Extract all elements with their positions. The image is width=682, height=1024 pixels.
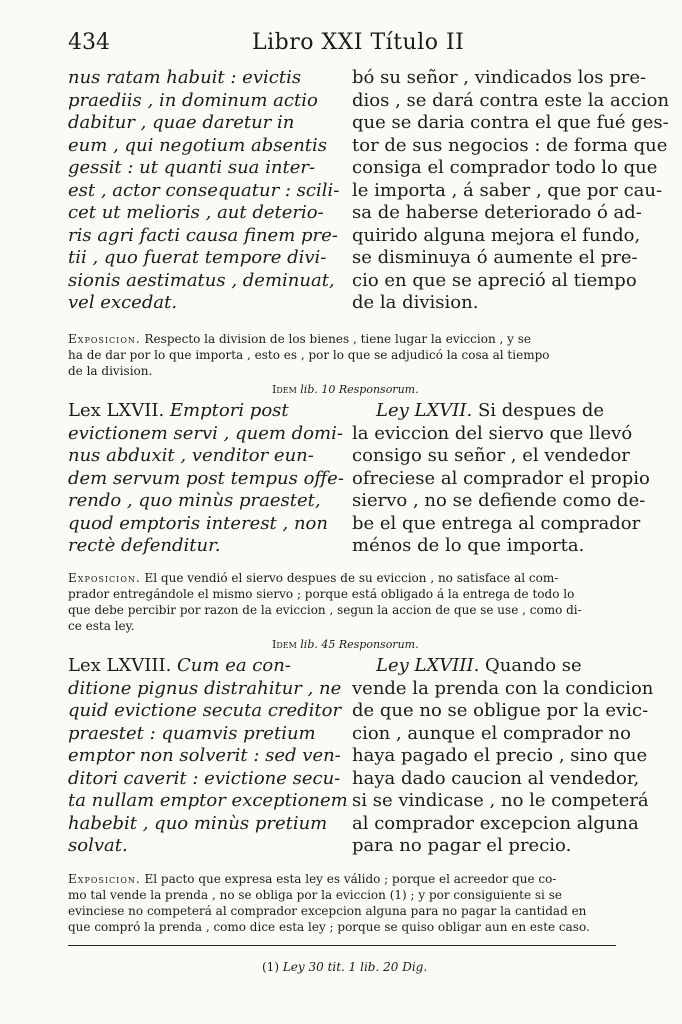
- text-line: cet ut melioris , aut deterio-: [68, 202, 324, 223]
- source-author: Idem: [272, 383, 297, 396]
- text-line: evictionem servi , quem domi-: [68, 422, 343, 444]
- text-line: emptor non solverit : sed ven-: [68, 745, 341, 766]
- source-citation-1: [272, 383, 419, 396]
- footnote-divider: [68, 945, 616, 946]
- spanish-text-ley-68: [352, 655, 653, 858]
- exposition-3: [68, 871, 590, 935]
- footnote: [262, 960, 427, 974]
- text-line: est , actor consequatur : scili-: [68, 179, 340, 201]
- text-line: quirido alguna mejora el fundo,: [352, 224, 641, 246]
- text-line: habebit , quo minùs pretium: [68, 812, 328, 834]
- text-line: sa de haberse deteriorado ó ad-: [352, 202, 642, 223]
- text-line: dabitur , quae daretur in: [68, 112, 295, 133]
- exposition-1: [68, 331, 549, 379]
- text-line: tii , quo fuerat tempore divi-: [68, 247, 327, 268]
- text-line: El pacto que expresa esta ley es válido ; porque el acreedor que co-: [140, 872, 557, 886]
- text-line: nus ratam habuit : evictis: [68, 67, 302, 88]
- exposition-2: [68, 570, 582, 634]
- text-line: El que vendió el siervo despues de su eviccion , no satisface al com-: [140, 571, 559, 585]
- text-line: quod emptoris interest , non: [68, 512, 328, 534]
- text-line: le importa , á saber , que por cau-: [352, 179, 663, 201]
- text-line: siervo , no se defiende como de-: [352, 490, 646, 511]
- source-reference: lib. 45 Responsorum.: [296, 638, 419, 651]
- text-line: que debe percibir por razon de la eviccion , segun la accion de que se use , como di-: [68, 603, 582, 617]
- text-line: de la division.: [68, 364, 153, 378]
- source-reference: lib. 10 Responsorum.: [296, 383, 419, 396]
- text-line: rectè defenditur.: [68, 535, 221, 556]
- text-line: eum , qui negotium absentis: [68, 134, 328, 156]
- footnote-mark: (1): [262, 960, 279, 974]
- text-line: cio en que se apreció al tiempo: [352, 269, 637, 291]
- text-line: praediis , in dominum actio: [68, 89, 318, 111]
- footnote-reference: Ley 30 tit. 1 lib. 20 Dig.: [279, 960, 428, 974]
- spanish-text-ley-67: [352, 400, 650, 558]
- text-line: prador entregándole el mismo siervo ; porque está obligado á la entrega de todo lo: [68, 587, 575, 601]
- page-number: 434: [68, 30, 110, 55]
- text-line: vende la prenda con la condicion: [352, 677, 654, 699]
- text-line: ménos de lo que importa.: [352, 535, 585, 556]
- law-heading: Lex LXVIII.: [68, 655, 172, 676]
- exposition-label: Exposicion.: [68, 872, 141, 886]
- text-line: ditione pignus distrahitur , ne: [68, 677, 342, 699]
- text-line: rendo , quo minùs praestet,: [68, 490, 321, 511]
- text-line: gessit : ut quanti sua inter-: [68, 157, 316, 178]
- text-line: tor de sus negocios : de forma que: [352, 134, 668, 156]
- text-line: cion , aunque el comprador no: [352, 722, 631, 744]
- text-line: ris agri facti causa finem pre-: [68, 224, 338, 246]
- text-line: dios , se dará contra este la accion: [352, 89, 670, 111]
- source-citation-2: [272, 638, 419, 651]
- text-line: ta nullam emptor exceptionem: [68, 790, 348, 811]
- text-line: Si despues de: [472, 400, 605, 421]
- text-line: Emptori post: [164, 400, 289, 421]
- text-line: consigo su señor , el vendedor: [352, 445, 630, 466]
- spanish-text-block-1: [352, 67, 669, 315]
- text-line: haya pagado el precio , sino que: [352, 745, 648, 766]
- text-line: Cum ea con-: [171, 655, 291, 676]
- text-line: Quando se: [479, 655, 582, 676]
- text-line: que compró la prenda , como dice esta ley ; porque se quiso obligar aun en este caso.: [68, 920, 590, 934]
- text-line: si se vindicase , no le competerá: [352, 790, 649, 811]
- text-line: praestet : quamvis pretium: [68, 722, 316, 744]
- text-line: para no pagar el precio.: [352, 835, 572, 856]
- source-author: Idem: [272, 638, 297, 651]
- text-line: bó su señor , vindicados los pre-: [352, 67, 647, 88]
- text-line: mo tal vende la prenda , no se obliga por la eviccion (1) ; y por consiguiente si se: [68, 888, 562, 902]
- text-line: que se daria contra el que fué ges-: [352, 112, 669, 133]
- latin-text-lex-68: [68, 655, 348, 858]
- text-line: ditori caverit : evictione secu-: [68, 767, 341, 789]
- text-line: vel excedat.: [68, 292, 178, 313]
- text-line: ha de dar por lo que importa , esto es , por lo que se adjudicó la cosa al tiempo: [68, 348, 550, 362]
- running-title: Libro XXI Título II: [252, 30, 465, 55]
- law-heading: Ley LXVIII.: [376, 655, 480, 676]
- text-line: quid evictione secuta creditor: [68, 700, 342, 721]
- exposition-label: Exposicion.: [68, 332, 141, 346]
- text-line: de la division.: [352, 292, 479, 313]
- exposition-label: Exposicion.: [68, 571, 141, 585]
- text-line: se disminuya ó aumente el pre-: [352, 247, 638, 268]
- law-heading: Ley LXVII.: [376, 400, 473, 421]
- text-line: la eviccion del siervo que llevó: [352, 422, 633, 444]
- law-heading: Lex LXVII.: [68, 400, 165, 421]
- text-line: nus abduxit , venditor eun-: [68, 445, 314, 466]
- text-line: evinciese no competerá al comprador excepcion alguna para no pagar la cantidad en: [68, 904, 587, 918]
- text-line: ce esta ley.: [68, 619, 135, 633]
- text-line: de que no se obligue por la evic-: [352, 700, 649, 721]
- text-line: consiga el comprador todo lo que: [352, 157, 658, 178]
- latin-text-block-1: [68, 67, 339, 315]
- text-line: Respecto la division de los bienes , tiene lugar la eviccion , y se: [140, 332, 531, 346]
- text-line: be el que entrega al comprador: [352, 512, 641, 534]
- text-line: ofreciese al comprador el propio: [352, 467, 650, 489]
- text-line: solvat.: [68, 835, 128, 856]
- text-line: sionis aestimatus , deminuat,: [68, 269, 335, 291]
- text-line: dem servum post tempus offe-: [68, 467, 344, 489]
- text-line: al comprador excepcion alguna: [352, 812, 639, 834]
- text-line: haya dado caucion al vendedor,: [352, 767, 640, 789]
- latin-text-lex-67: [68, 400, 344, 558]
